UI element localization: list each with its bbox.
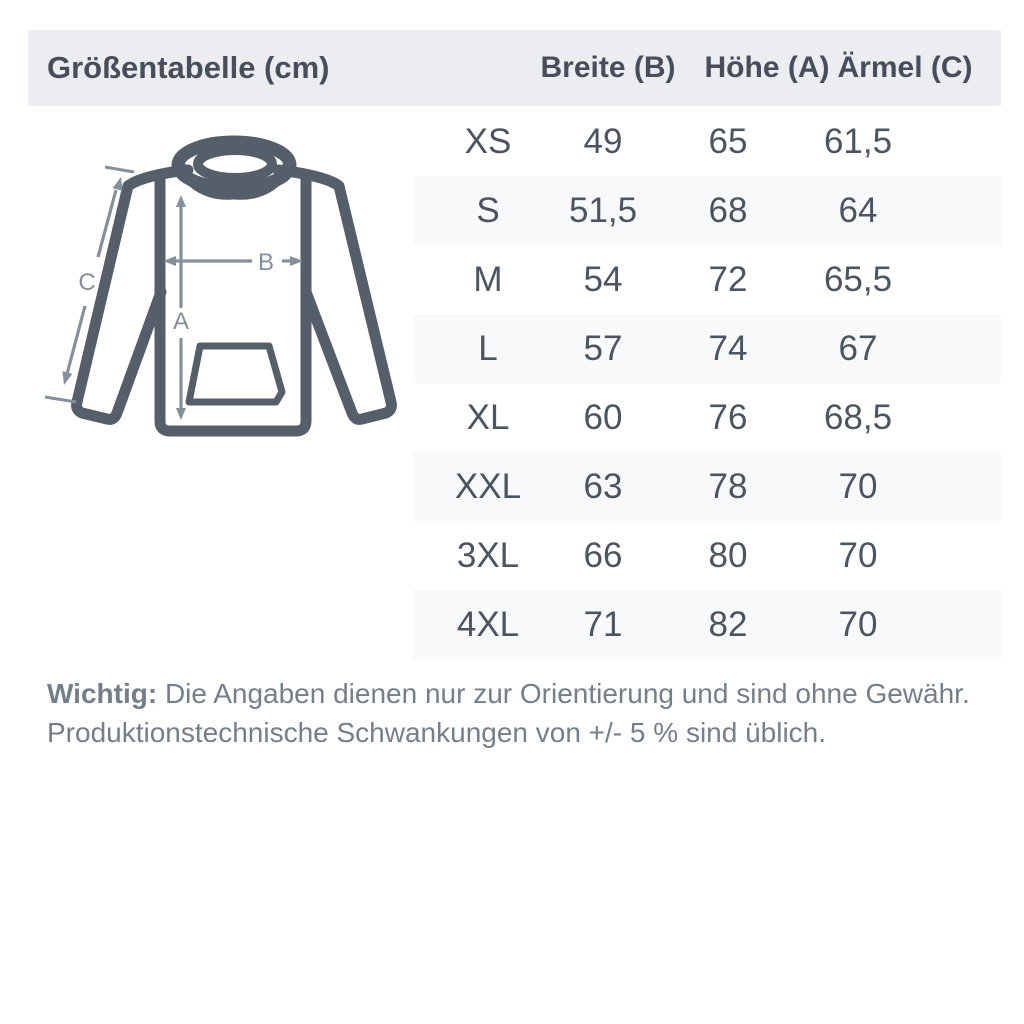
size-cell: XXL <box>454 466 522 506</box>
footer-line-1 <box>47 674 977 713</box>
aermel-cell: 61,5 <box>823 121 893 161</box>
size-cell: S <box>476 190 500 230</box>
aermel-cell: 64 <box>838 190 878 230</box>
column-header-aermel: Ärmel (C) <box>837 51 973 84</box>
footer-line-1-text: Die Angaben dienen nur zur Orientierung und sind ohne Gewähr. <box>164 678 970 709</box>
page-title: Größentabelle (cm) <box>47 50 330 85</box>
table-row <box>413 314 1001 383</box>
table-row <box>413 452 1001 521</box>
hoodie-outline-drawing <box>77 142 392 431</box>
measurement-label-c: C <box>78 269 96 296</box>
table-row <box>413 245 1001 314</box>
aermel-cell: 67 <box>838 328 878 368</box>
size-cell: XL <box>466 397 510 437</box>
size-cell: 3XL <box>456 535 520 575</box>
aermel-cell: 65,5 <box>823 259 893 299</box>
aermel-cell: 70 <box>838 466 878 506</box>
breite-cell: 57 <box>583 328 623 368</box>
hoehe-cell: 76 <box>708 397 748 437</box>
footer-line-2: Produktionstechnische Schwankungen von +/- 5 % sind üblich. <box>47 717 827 748</box>
breite-cell: 49 <box>583 121 623 161</box>
hoehe-cell: 72 <box>708 259 748 299</box>
table-row <box>413 383 1001 452</box>
breite-cell: 66 <box>583 535 623 575</box>
size-cell: L <box>478 328 498 368</box>
size-cell: 4XL <box>456 604 520 644</box>
aermel-cell: 70 <box>838 535 878 575</box>
size-cell: XS <box>464 121 512 161</box>
hoehe-cell: 82 <box>708 604 748 644</box>
table-row <box>413 176 1001 245</box>
table-row <box>413 107 1001 176</box>
table-row <box>413 590 1001 659</box>
table-row <box>413 521 1001 590</box>
breite-cell: 60 <box>583 397 623 437</box>
measurement-label-a: A <box>172 308 190 335</box>
hoehe-cell: 80 <box>708 535 748 575</box>
important-label: Wichtig: <box>47 678 158 709</box>
hoehe-cell: 74 <box>708 328 748 368</box>
column-header-breite: Breite (B) <box>540 51 676 84</box>
breite-cell: 63 <box>583 466 623 506</box>
hoehe-cell: 78 <box>708 466 748 506</box>
hoehe-cell: 65 <box>708 121 748 161</box>
size-table <box>413 107 1001 659</box>
breite-cell: 54 <box>583 259 623 299</box>
column-header-hoehe: Höhe (A) <box>704 51 830 84</box>
measurement-label-b: B <box>257 249 275 276</box>
size-chart-header <box>28 30 1001 106</box>
size-cell: M <box>473 259 503 299</box>
aermel-cell: 68,5 <box>823 397 893 437</box>
breite-cell: 51,5 <box>568 190 638 230</box>
hoodie-diagram-svg <box>30 120 430 460</box>
aermel-cell: 70 <box>838 604 878 644</box>
footer-note <box>47 674 977 752</box>
breite-cell: 71 <box>583 604 623 644</box>
hoodie-measurement-diagram <box>30 120 430 460</box>
hoehe-cell: 68 <box>708 190 748 230</box>
